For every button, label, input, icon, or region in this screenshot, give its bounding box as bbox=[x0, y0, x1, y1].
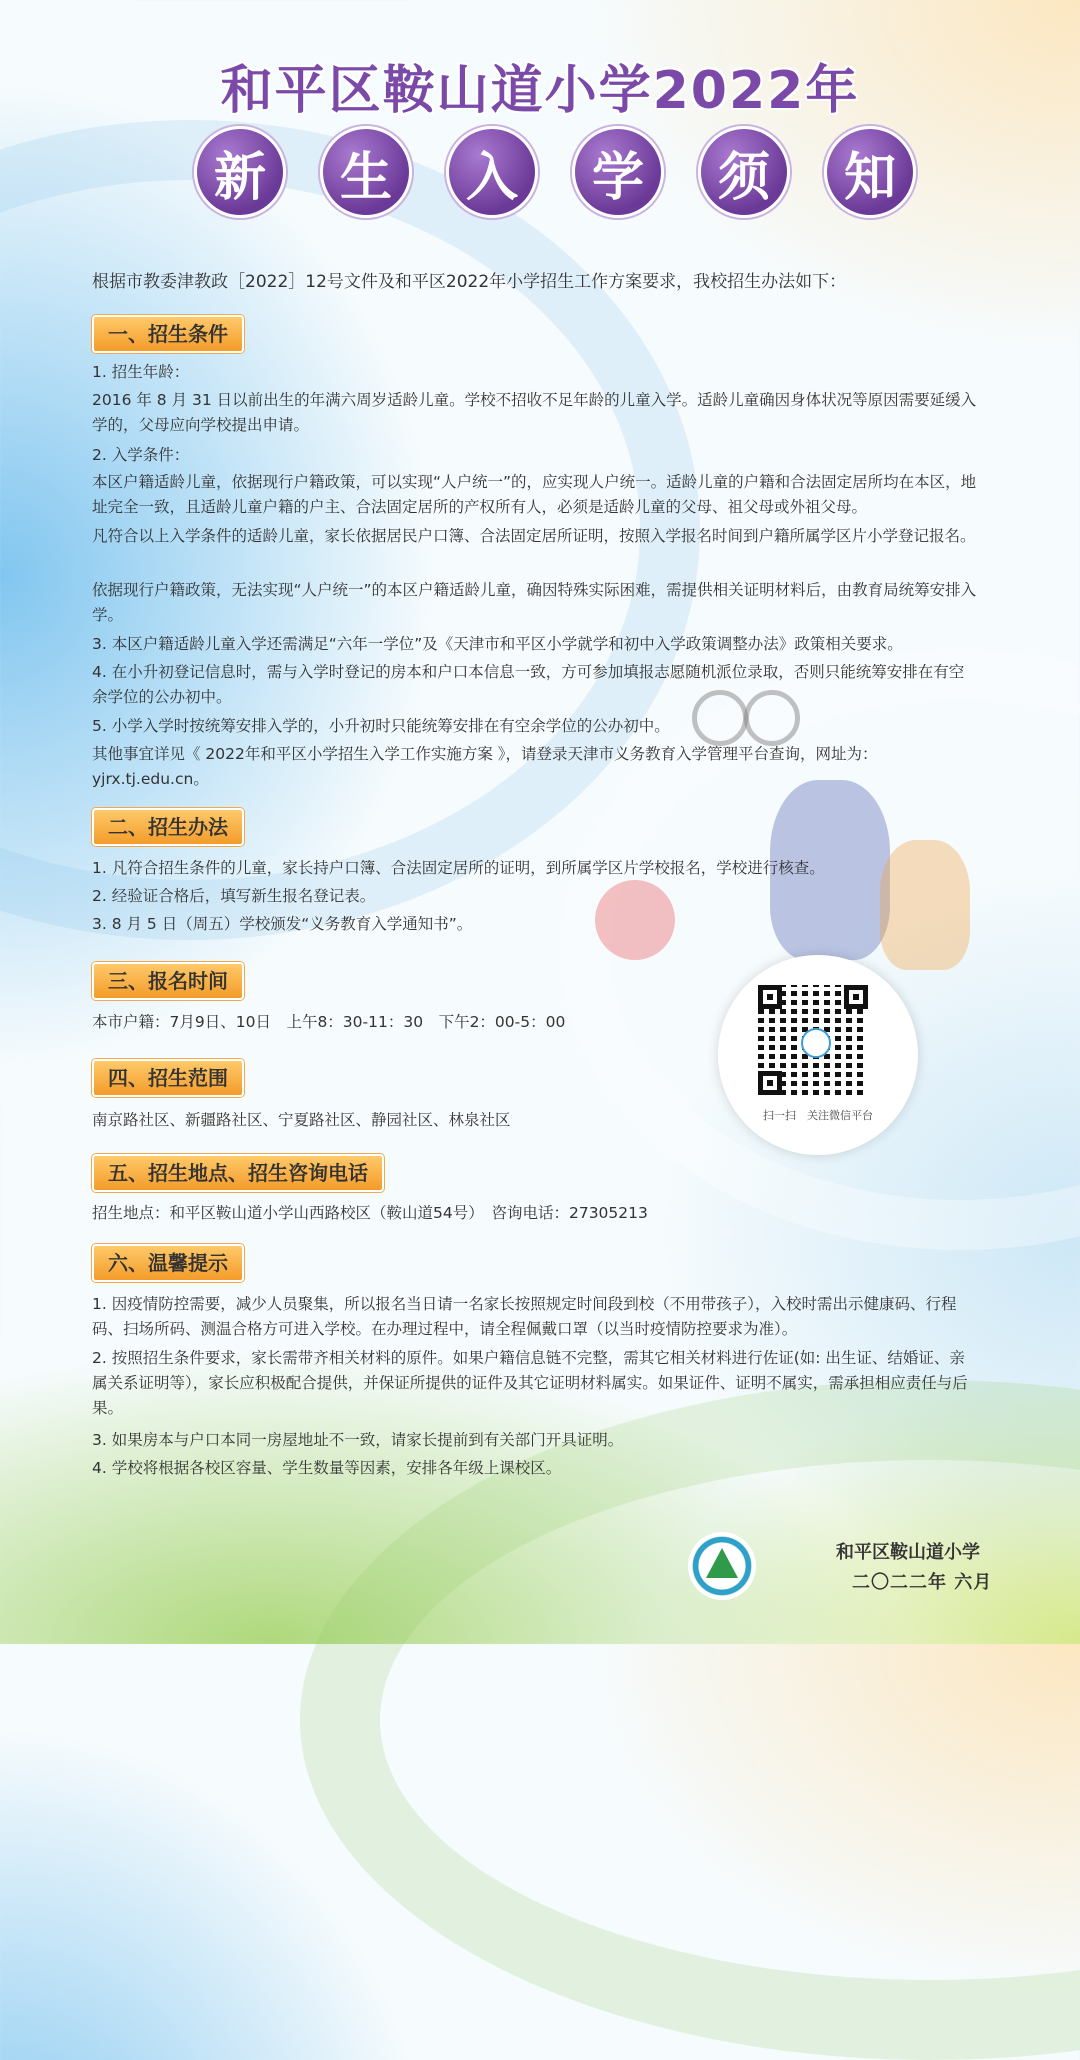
title-char: 生 bbox=[320, 126, 412, 218]
emblem-triangle bbox=[706, 1548, 738, 1578]
paragraph: 4. 在小升初登记信息时，需与入学时登记的房本和户口本信息一致，方可参加填报志愿随机派位录取，否则只能统筹安排在有空余学位的公办初中。 bbox=[92, 663, 965, 706]
paragraph: 2. 经验证合格后，填写新生报名登记表。 bbox=[92, 887, 376, 905]
section-heading-time: 三、报名时间 bbox=[92, 962, 244, 1000]
paragraph: 其他事宜详见《 2022年和平区小学招生入学工作实施方案 》，请登录天津市义务教育入学管理平台查询，网址为：yjrx.tj.edu.cn。 bbox=[92, 745, 878, 788]
paragraph: 2016 年 8 月 31 日以前出生的年满六周岁适龄儿童。学校不招收不足年龄的儿童入学。适龄儿童确因身体状况等原因需要延缓入学的，父母应向学校提出申请。 bbox=[92, 391, 977, 434]
qr-finder-icon bbox=[758, 985, 782, 1009]
section-heading-range: 四、招生范围 bbox=[92, 1059, 244, 1097]
section-heading-method: 二、招生办法 bbox=[92, 808, 244, 846]
paragraph: 4. 学校将根据各校区容量、学生数量等因素，安排各年级上课校区。 bbox=[92, 1459, 562, 1477]
paragraph: 2. 按照招生条件要求，家长需带齐相关材料的原件。如果户籍信息链不完整，需其它相关材料进行佐证(如: 出生证、结婚证、亲属关系证明等），家长应积极配合提供，并保证所提供的证件及其它证明材料属实。如果证件、证明不属实，需承担相应责任与后果。 bbox=[92, 1349, 968, 1417]
paragraph: 依据现行户籍政策，无法实现“人户统一”的本区户籍适龄儿童，确因特殊实际困难，需提供相关证明材料后，由教育局统筹安排入学。 bbox=[92, 581, 977, 624]
paragraph: 5. 小学入学时按统筹安排入学的，小升初时只能统筹安排在有空余学位的公办初中。 bbox=[92, 717, 670, 735]
paragraph: 1. 招生年龄： bbox=[92, 363, 190, 381]
title-char: 知 bbox=[824, 126, 916, 218]
qr-code-card[interactable] bbox=[718, 955, 918, 1155]
title-char: 新 bbox=[194, 126, 286, 218]
paragraph: 3. 如果房本与户口本同一房屋地址不一致，请家长提前到有关部门开具证明。 bbox=[92, 1431, 624, 1449]
intro-text: 根据市教委津教政［2022］12号文件及和平区2022年小学招生工作方案要求，我校招生办法如下： bbox=[92, 272, 847, 292]
title-char: 须 bbox=[698, 126, 790, 218]
title-char: 学 bbox=[572, 126, 664, 218]
paragraph: 1. 因疫情防控需要，减少人员聚集，所以报名当日请一名家长按照规定时间段到校（不用带孩子），入校时需出示健康码、行程码、扫场所码、测温合格方可进入学校。在办理过程中，请全程佩戴口罩（以当时疫情防控要求为准）。 bbox=[92, 1295, 957, 1338]
footer-school-name: 和平区鞍山道小学 bbox=[836, 1542, 980, 1563]
title-char: 入 bbox=[446, 126, 538, 218]
paragraph: 本区户籍适龄儿童，依据现行户籍政策，可以实现“人户统一”的，应实现人户统一。适龄儿童的户籍和合法固定居所均在本区，地址完全一致，且适龄儿童户籍的户主、合法固定居所的产权所有人，必须是适龄儿童的父母、祖父母或外祖父母。 bbox=[92, 473, 977, 516]
school-emblem-icon bbox=[688, 1532, 756, 1600]
paragraph: 凡符合以上入学条件的适龄儿童，家长依据居民户口簿、合法固定居所证明，按照入学报名时间到户籍所属学区片小学登记报名。 bbox=[92, 527, 976, 545]
section-heading-conditions: 一、招生条件 bbox=[92, 315, 244, 353]
paragraph: 本市户籍：7月9日、10日 上午8：30-11：30 下午2：00-5：00 bbox=[92, 1013, 566, 1031]
paragraph: 招生地点：和平区鞍山道小学山西路校区（鞍山道54号） 咨询电话：27305213 bbox=[92, 1204, 648, 1222]
section-heading-tips: 六、温馨提示 bbox=[92, 1244, 244, 1282]
paragraph: 1. 凡符合招生条件的儿童，家长持户口簿、合法固定居所的证明，到所属学区片学校报名，学校进行核查。 bbox=[92, 859, 825, 877]
qr-finder-icon bbox=[844, 985, 868, 1009]
section-heading-location: 五、招生地点、招生咨询电话 bbox=[92, 1154, 384, 1192]
paragraph: 南京路社区、新疆路社区、宁夏路社区、静园社区、林泉社区 bbox=[92, 1111, 511, 1129]
footer-date: 二〇二二年 六月 bbox=[852, 1572, 993, 1593]
school-title: 和平区鞍山道小学2022年 bbox=[220, 61, 860, 121]
paragraph: 3. 本区户籍适龄儿童入学还需满足“六年一学位”及《天津市和平区小学就学和初中入学政策调整办法》政策相关要求。 bbox=[92, 635, 903, 653]
paragraph: 2. 入学条件： bbox=[92, 446, 190, 464]
school-logo-icon bbox=[801, 1028, 831, 1058]
qr-finder-icon bbox=[758, 1071, 782, 1095]
qr-caption: 扫一扫 关注微信平台 bbox=[763, 1109, 873, 1122]
paragraph: 3. 8 月 5 日（周五）学校颁发“义务教育入学通知书”。 bbox=[92, 915, 473, 933]
title-circles bbox=[194, 126, 916, 218]
background-swirl bbox=[300, 1380, 1080, 2060]
